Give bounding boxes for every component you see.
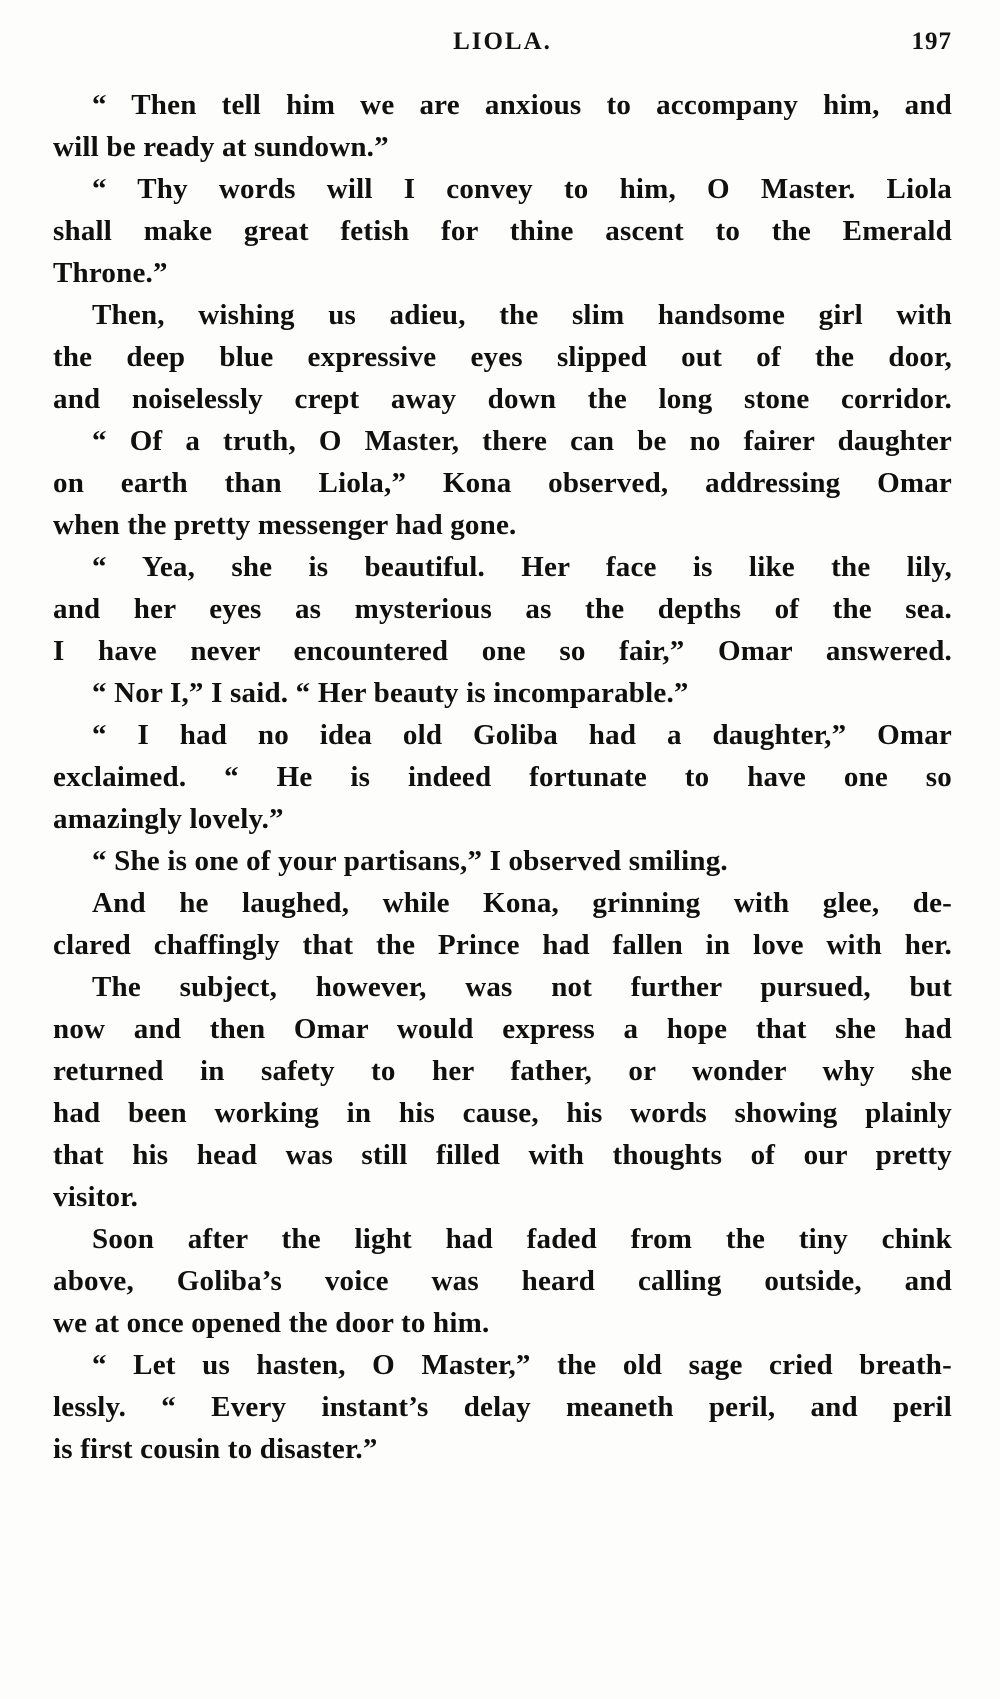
text-line: And he laughed, while Kona, grinning with glee, de- bbox=[92, 887, 952, 919]
text-line: “ She is one of your partisans,” I observed smiling. bbox=[92, 845, 728, 877]
paragraph bbox=[53, 84, 952, 168]
text-line: visitor. bbox=[53, 1181, 139, 1213]
text-line: “ Nor I,” I said. “ Her beauty is incomparable.” bbox=[92, 677, 689, 709]
paragraph bbox=[53, 1344, 952, 1470]
text-line: “ I had no idea old Goliba had a daughter,” Omar bbox=[92, 719, 952, 751]
text-line: on earth than Liola,” Kona observed, addressing Omar bbox=[53, 467, 952, 499]
text-line: I have never encountered one so fair,” Omar answered. bbox=[53, 635, 952, 667]
text-line: now and then Omar would express a hope that she had bbox=[53, 1013, 952, 1045]
text-line: is first cousin to disaster.” bbox=[53, 1433, 378, 1465]
text-line: “ Yea, she is beautiful. Her face is like the lily, bbox=[92, 551, 952, 583]
paragraph bbox=[53, 294, 952, 420]
text-line: returned in safety to her father, or wonder why she bbox=[53, 1055, 952, 1087]
running-title: LIOLA. bbox=[453, 28, 552, 55]
paragraph bbox=[53, 714, 952, 840]
paragraph bbox=[53, 840, 952, 882]
text-line: lessly. “ Every instant’s delay meaneth peril, and peril bbox=[53, 1391, 952, 1423]
text-line: amazingly lovely.” bbox=[53, 803, 284, 835]
paragraph bbox=[53, 882, 952, 966]
paragraph bbox=[53, 1218, 952, 1344]
text-line: clared chaffingly that the Prince had fallen in love with her. bbox=[53, 929, 952, 961]
page-text bbox=[53, 84, 952, 1470]
text-line: Then, wishing us adieu, the slim handsome girl with bbox=[92, 299, 952, 331]
paragraph bbox=[53, 672, 952, 714]
text-line: shall make great fetish for thine ascent to the Emerald bbox=[53, 215, 952, 247]
paragraph bbox=[53, 966, 952, 1218]
text-line: “ Let us hasten, O Master,” the old sage cried breath- bbox=[92, 1349, 952, 1381]
text-line: “ Then tell him we are anxious to accompany him, and bbox=[92, 89, 952, 121]
paragraph bbox=[53, 168, 952, 294]
text-line: above, Goliba’s voice was heard calling outside, and bbox=[53, 1265, 952, 1297]
text-line: Soon after the light had faded from the tiny chink bbox=[92, 1223, 952, 1255]
text-line: had been working in his cause, his words showing plainly bbox=[53, 1097, 952, 1129]
paragraph bbox=[53, 546, 952, 672]
text-line: that his head was still filled with thoughts of our pretty bbox=[53, 1139, 952, 1171]
text-line: exclaimed. “ He is indeed fortunate to have one so bbox=[53, 761, 952, 793]
paragraph bbox=[53, 420, 952, 546]
text-line: and her eyes as mysterious as the depths of the sea. bbox=[53, 593, 952, 625]
text-line: “ Thy words will I convey to him, O Master. Liola bbox=[92, 173, 952, 205]
page-header bbox=[53, 28, 952, 62]
text-line: and noiselessly crept away down the long stone corridor. bbox=[53, 383, 952, 415]
text-line: the deep blue expressive eyes slipped out of the door, bbox=[53, 341, 952, 373]
text-line: will be ready at sundown.” bbox=[53, 131, 389, 163]
text-line: when the pretty messenger had gone. bbox=[53, 509, 517, 541]
text-line: we at once opened the door to him. bbox=[53, 1307, 490, 1339]
text-line: “ Of a truth, O Master, there can be no fairer daughter bbox=[92, 425, 952, 457]
text-line: Throne.” bbox=[53, 257, 168, 289]
page-number: 197 bbox=[911, 28, 952, 55]
text-line: The subject, however, was not further pursued, but bbox=[92, 971, 952, 1003]
